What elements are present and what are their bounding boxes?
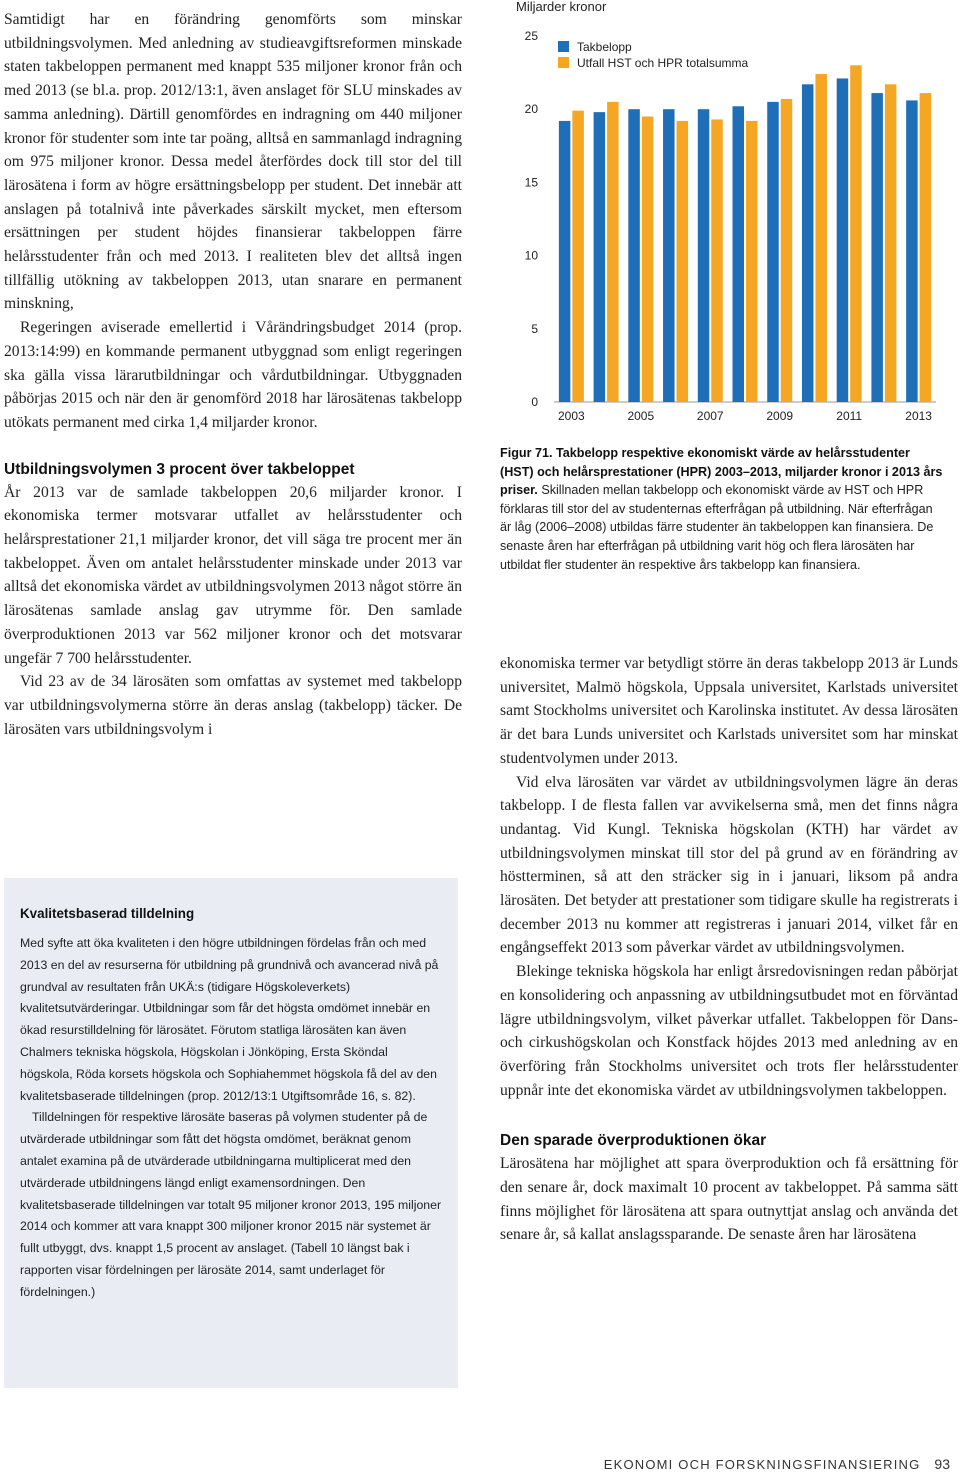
body-paragraph: ekonomiska termer var betydligt större än deras takbelopp 2013 är Lunds universitet, Malmö högskola, Uppsala universitet, Karlstads universitet samt Stockholms universitet och Karolinska institutet. Av dessa lärosäten är det bara Lunds universitet och Karlstads universitet som har minskat studentvolymen under 2013. [500,655,958,767]
x-tick-label: 2011 [836,409,863,423]
bar-utfall-2008 [746,121,758,402]
bar-takbelopp-2007 [698,109,710,402]
fact-box-title: Kvalitetsbaserad tilldelning [20,906,195,921]
body-paragraph: Lärosätena har möjlighet att spara överproduktion och få ersättning för den senare år, dock maximalt 10 procent av takbeloppet. På samma sätt finns möjlighet för lärosätena att spara outnyttjat anslag och använda det senare år, så kallat anslagssparande. De senaste åren har lärosätena [500,1155,958,1244]
y-axis-label: Miljarder kronor [516,0,607,14]
y-tick-label: 15 [524,175,538,190]
y-tick-label: 20 [524,102,538,117]
section-heading: Den sparade överproduktionen ökar [500,1132,767,1150]
bar-takbelopp-2006 [663,109,675,402]
bar-takbelopp-2011 [837,78,849,402]
bar-takbelopp-2009 [767,102,779,402]
footer-section: EKONOMI OCH FORSKNINGSFINANSIERING [603,1457,921,1472]
section-heading: Utbildningsvolymen 3 procent över takbeloppet [4,460,355,478]
body-paragraph: Vid 23 av de 34 lärosäten som omfattas av systemet med takbelopp var utbildningsvolymerna större än deras anslag (takbelopp) täcker. De lärosäten vars utbildningsvolym i [4,673,462,738]
x-tick-label: 2013 [905,409,932,423]
body-paragraph: Regeringen aviserade emellertid i Vårändringsbudget 2014 (prop. 2013:14:99) en kommande permanent utbyggnad som enligt regeringen ska gälla vissa lärarutbildningar och vårdutbildningar. Utbyggnaden påbörjas 2015 och när den är genomförd 2018 har lärosätenas takbelopp utökats permanent med cirka 1,4 miljarder kronor. [4,319,462,431]
figure-caption [500,444,944,574]
caption-title: Takbelopp respektive ekonomiskt värde av helårsstudenter (HST) och helårsprestationer (HPR) 2003–2013, miljarder kronor i 2013 års priser. [500,446,943,498]
fact-box [4,878,458,1388]
x-tick-label: 2005 [627,409,655,423]
body-paragraph: Samtidigt har en förändring genomförts som minskar utbildningsvolymen. Med anledning av studieavgiftsreformen minskade staten takbeloppen permanent med knappt 535 miljoner kronor från och med 2013 (se bl.a. prop. 2012/13:1, även anslaget för SLU minskades av samma anledning). Därtill genomfördes en indragning om 440 miljoner kronor för studenter som inte tar poäng, alltså en sammanlagd indragning om 975 miljoner kronor. Dessa medel återfördes dock till stor del till lärosätena i form av högre ersättningsbelopp per student. Det innebär att anslagen på totalnivå inte påverkades särskilt mycket, men eftersom ersättningen per student höjdes finansierar takbeloppen färre helårsstudenter från och med 2013. I realiteten blev det alltså ingen tillfällig utökning av takbeloppen 2013, utan snarare en permanent minskning, [4,11,462,313]
bar-takbelopp-2004 [594,112,606,402]
x-tick-label: 2003 [558,409,585,423]
bar-utfall-2011 [850,65,862,402]
bar-takbelopp-2012 [871,93,883,402]
body-paragraph: Vid elva lärosäten var värdet av utbildningsvolymen lägre än deras takbelopp. I de flesta fallen var avvikelserna små, men det finns några undantag. Vid Kungl. Tekniska högskolan (KTH) har värdet av utbildningsvolymen minskat till stor del på grund av en förändring av höstterminen, så att den sträcker sig in i januari, liksom på andra lärosäten. Det betyder att prestationer som tidigare skulle ha registrerats i december 2013 nu kommer att registreras i januari 2014, vilket får en engångseffekt 2013 som påverkar värdet av utbildningsvolymen. [500,773,958,957]
page-footer [604,1456,950,1472]
bar-utfall-2013 [920,93,932,402]
right-column [500,652,958,1247]
y-tick-label: 10 [524,248,538,263]
left-column [4,8,462,741]
bar-utfall-2004 [607,102,619,402]
bar-utfall-2010 [815,74,827,402]
y-tick-label: 25 [524,29,538,43]
legend-label: Takbelopp [577,40,632,54]
fact-box-paragraph: Tilldelningen för respektive lärosäte baseras på volymen studenter på de utvärderade utbildningar som fått det högsta omdömet, beräknat genom antalet examina på de utvärderade utbildningarna multiplicerat med den utvärderade utbildningens längd enligt examensordningen. Den kvalitetsbaserade tilldelningen var totalt 95 miljoner kronor 2013, 195 miljoner 2014 och kommer att vara knappt 300 miljoner kronor 2015 när systemet är fullt utbyggt, dvs. knappt 1,5 procent av anslaget. (Tabell 10 längst bak i rapporten visar fördelningen per lärosäte 2014, samt underlaget för fördelningen.) [20,1110,442,1299]
legend-label: Utfall HST och HPR totalsumma [577,56,749,70]
legend-swatch [558,41,569,52]
body-paragraph: Blekinge tekniska högskola har enligt årsredovisningen redan påbörjat en konsolidering och anpassning av utbildningsutbudet mot en förväntad lägre utbildningsvolym, vilket påverkar utfallet. Takbeloppen för Dans- och cirkushögskolan och Konstfack höjdes 2013 med anledning av en överföring från Stockholms universitet och trots fler helårsstudenter uppnår inte det ekonomiska värdet av utbildningsvolymen takbeloppen. [500,963,958,1099]
body-paragraph: År 2013 var de samlade takbeloppen 20,6 miljarder kronor. I ekonomiska termer motsvarar utfallet av helårsstudenter och helårsprestationer 21,1 miljarder kronor, det vill säga tre procent mer än takbeloppet. Även om antalet helårsstudenter minskade under 2013 var alltså det ekonomiska värdet av utbildningsvolymen 2013 något större än lärosätenas samlade anslag gav utrymme för. Den samlade överproduktionen 2013 var 562 miljoner kronor och det motsvarar ungefär 7 700 helårsstudenter. [4,483,462,667]
bar-utfall-2007 [711,119,723,402]
bar-takbelopp-2010 [802,84,814,402]
bar-utfall-2006 [677,121,689,402]
bar-utfall-2012 [885,84,897,402]
bar-utfall-2003 [572,111,584,402]
chart-svg [500,0,960,440]
caption-text: Skillnaden mellan takbelopp och ekonomiskt värde av HST och HPR förklaras till stor del av studenternas efterfrågan på utbildning. När efterfrågan är låg (2006–2008) utbildas färre studenter än takbeloppen kan finansiera. De senaste åren har efterfrågan på utbildning varit hög och flera lärosäten har utbildat fler studenter än respektive års takbelopp kan finansiera. [500,483,934,572]
bar-takbelopp-2003 [559,121,571,402]
bar-takbelopp-2008 [733,106,745,402]
x-tick-label: 2009 [766,409,794,423]
y-tick-label: 0 [531,395,538,409]
fact-box-paragraph: Med syfte att öka kvaliteten i den högre utbildningen fördelas från och med 2013 en del av resurserna för utbildning på grundnivå och avancerad nivå på grundval av resultaten från UKÄ:s (tidigare Högskoleverkets) kvalitetsutvärderingar. Utbildningar som får det högsta omdömet innebär en ökad resurstilldelning för lärosätet. Förutom statliga lärosäten kan även Chalmers tekniska högskola, Högskolan i Jönköping, Ersta Sköndal högskola, Röda korsets högskola och Sophiahemmet högskola få del av den kvalitetsbaserade tilldelningen (prop. 2012/13:1 Utgiftsområde 16, s. 82). [20,936,439,1103]
legend-swatch [558,57,569,68]
x-tick-label: 2007 [696,409,724,423]
bar-chart [500,0,960,440]
page-number: 93 [934,1456,950,1472]
caption-label: Figur 71. [500,446,553,460]
bar-takbelopp-2013 [906,100,918,402]
bar-utfall-2009 [781,99,793,402]
y-tick-label: 5 [531,321,538,336]
bar-utfall-2005 [642,117,654,402]
bar-takbelopp-2005 [628,109,640,402]
